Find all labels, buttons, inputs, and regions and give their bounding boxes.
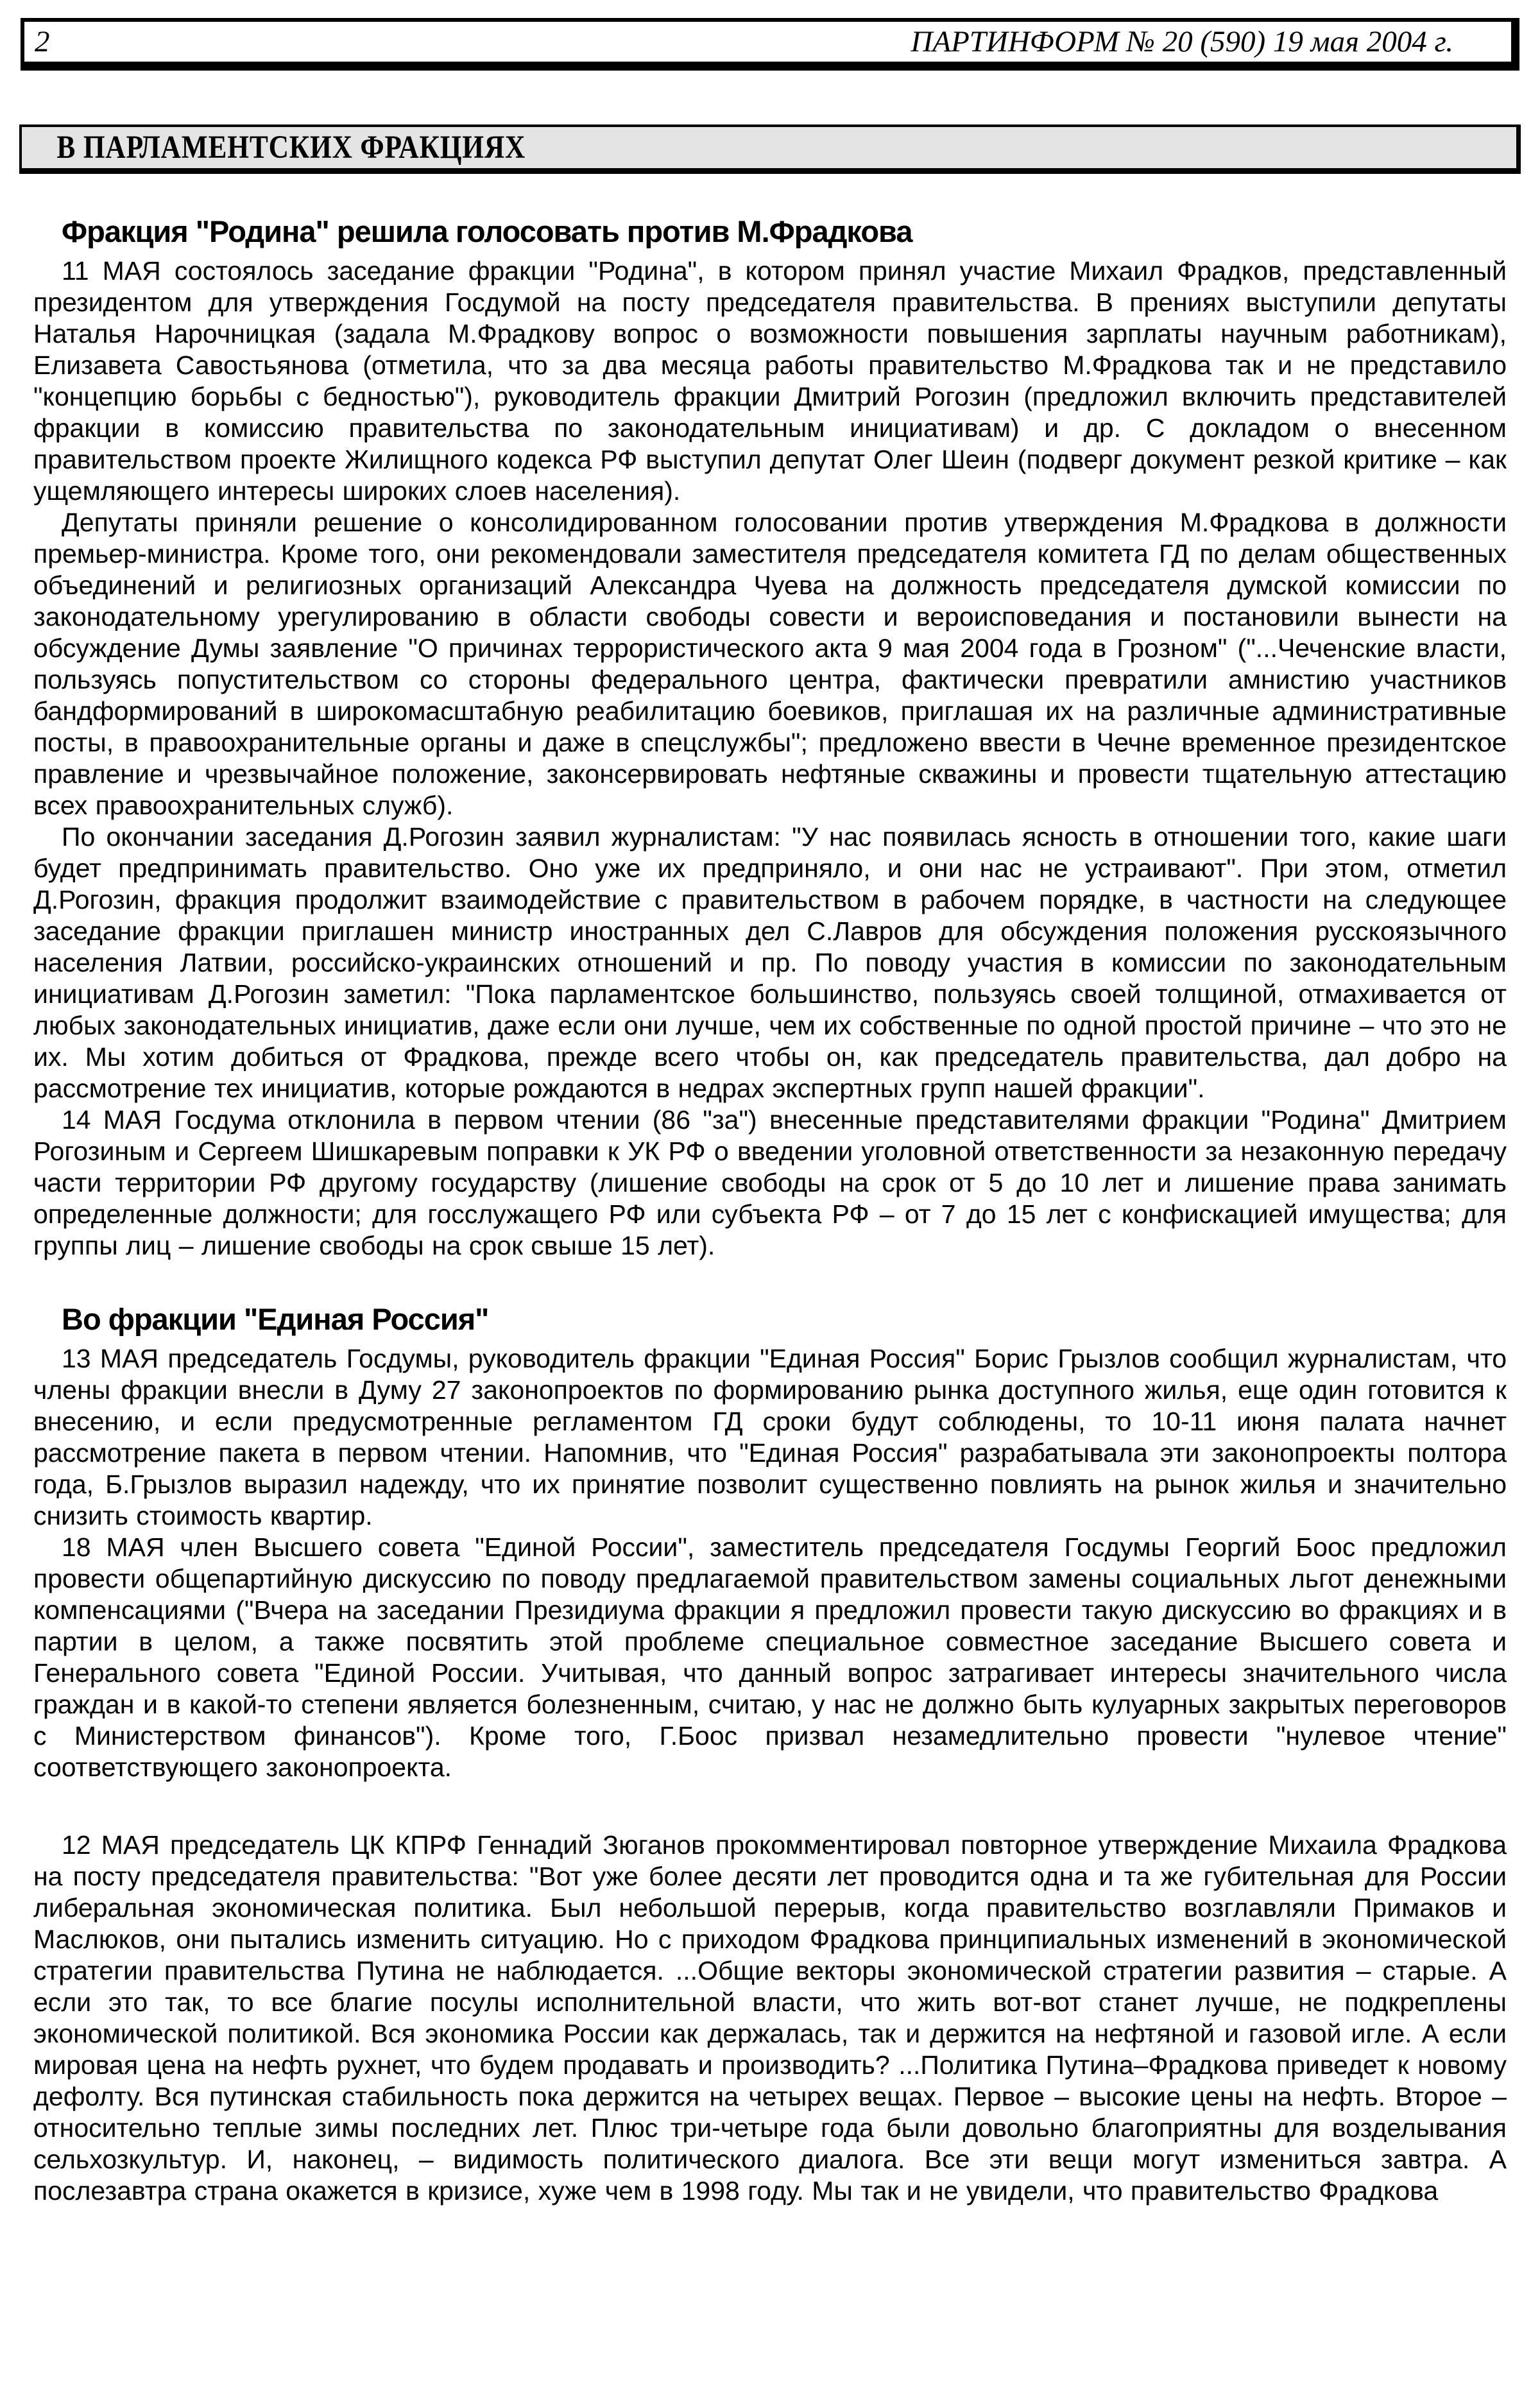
section-banner xyxy=(19,124,1521,174)
paragraph: Депутаты приняли решение о консолидированном голосовании против утверждения М.Фрадкова в должности премьер-министра. Кроме того, они рекомендовали заместителя председателя комитета ГД по делам общественных объединений и религиозных организаций Александра Чуева на должность председателя думской комиссии по законодательному урегулированию в области свободы совести и вероисповедания и постановили вынести на обсуждение Думы заявление "О причинах террористического акта 9 мая 2004 года в Грозном" ("...Чеченские власти, пользуясь попустительством со стороны федерального центра, фактически превратили амнистию участников бандформирований в широкомасштабную реабилитацию боевиков, приглашая их на различные административные посты, в правоохранительные органы и даже в спецслужбы"; предложено ввести в Чечне временное президентское правление и чрезвычайное положение, законсервировать нефтяные скважины и провести тщательную аттестацию всех правоохранительных служб). xyxy=(33,508,1507,820)
article-title: Во фракции "Единая Россия" xyxy=(62,1302,489,1336)
paragraph: По окончании заседания Д.Рогозин заявил журналистам: "У нас появилась ясность в отношении того, какие шаги будет предпринимать правительство. Оно уже их предприняло, и они нас не устраивают". При этом, отметил Д.Рогозин, фракция продолжит взаимодействие с правительством в рабочем порядке, в частности на следующее заседание фракции приглашен министр иностранных дел С.Лавров для обсуждения положения русскоязычного населения Латвии, российско-украинских отношений и пр. По поводу участия в комиссии по законодательным инициативам Д.Рогозин заметил: "Пока парламентское большинство, пользуясь своей толщиной, отмахивается от любых законодательных инициатив, даже если они лучше, чем их собственные по одной простой причине – что это не их. Мы хотим добиться от Фрадкова, прежде всего чтобы он, как председатель правительства, дал добро на рассмотрение тех инициатив, которые рождаются в недрах экспертных групп нашей фракции". xyxy=(33,822,1507,1103)
article-edinaya-rossiya xyxy=(33,1301,1507,1783)
page-number: 2 xyxy=(35,25,50,58)
paragraph: 13 МАЯ председатель Госдумы, руководитель фракции "Единая Россия" Борис Грызлов сообщил журналистам, что члены фракции внесли в Думу 27 законопроектов по формированию рынка доступного жилья, еще один готовится к внесению, и если предусмотренные регламентом ГД сроки будут соблюдены, то 10-11 июня палата начнет рассмотрение пакета в первом чтении. Напомнив, что "Единая Россия" разрабатывала эти законопроекты полтора года, Б.Грызлов выразил надежду, что их принятие позволит существенно повлиять на рынок жилья и значительно снизить стоимость квартир. xyxy=(33,1344,1507,1530)
paragraph: 11 МАЯ состоялось заседание фракции "Родина", в котором принял участие Михаил Фрадков, представленный президентом для утверждения Госдумой на посту председателя правительства. В прениях выступили депутаты Наталья Нарочницкая (задала М.Фрадкову вопрос о возможности повышения зарплаты научным работникам), Елизавета Савостьянова (отметила, что за два месяца работы правительство М.Фрадкова так и не представило "концепцию борьбы с бедностью"), руководитель фракции Дмитрий Рогозин (предложил включить представителей фракции в комиссию правительства по законодательным инициативам) и др. С докладом о внесенном правительством проекте Жилищного кодекса РФ выступил депутат Олег Шеин (подверг документ резкой критике – как ущемляющего интересы широких слоев населения). xyxy=(33,256,1507,506)
masthead-title: ПАРТИНФОРМ № 20 (590) 19 мая 2004 г. xyxy=(911,25,1453,58)
article-title: Фракция "Родина" решила голосовать против М.Фрадкова xyxy=(62,214,912,248)
article-kprf xyxy=(33,1829,1507,2207)
running-header xyxy=(21,18,1519,71)
paragraph: 12 МАЯ председатель ЦК КПРФ Геннадий Зюганов прокомментировал повторное утверждение Михаила Фрадкова на посту председателя правительства: "Вот уже более десяти лет проводится одна и та же губительная для России либеральная экономическая политика. Был небольшой перерыв, когда правительство возглавляли Примаков и Маслюков, они пытались изменить ситуацию. Но с приходом Фрадкова принципиальных изменений в экономической стратегии правительства Путина не наблюдается. ...Общие векторы экономической стратегии развития – старые. А если это так, то все благие посулы исполнительной власти, что жить вот-вот станет лучше, не подкреплены экономической политикой. Вся экономика России как держалась, так и держится на нефтяной и газовой игле. А если мировая цена на нефть рухнет, что будем продавать и производить? ...Политика Путина–Фрадкова приведет к новому дефолту. Вся путинская стабильность пока держится на четырех вещах. Первое – высокие цены на нефть. Второе – относительно теплые зимы последних лет. Плюс три-четыре года были довольно благоприятны для возделывания сельхозкультур. И, наконец, – видимость политического диалога. Все эти вещи могут измениться завтра. А послезавтра страна окажется в кризисе, хуже чем в 1998 году. Мы так и не увидели, что правительство Фрадкова xyxy=(33,1830,1507,2206)
paragraph: 18 МАЯ член Высшего совета "Единой России", заместитель председателя Госдумы Георгий Боос предложил провести общепартийную дискуссию по поводу предлагаемой правительством замены социальных льгот денежными компенсациями ("Вчера на заседании Президиума фракции я предложил провести такую дискуссию во фракциях и в партии в целом, а также посвятить этой проблеме специальное совместное заседание Высшего совета и Генерального совета "Единой России. Учитывая, что данный вопрос затрагивает интересы значительного числа граждан и в какой-то степени является болезненным, считаю, у нас не должно быть кулуарных закрытых переговоров с Министерством финансов"). Кроме того, Г.Боос призвал незамедлительно провести "нулевое чтение" соответствующего законопроекта. xyxy=(33,1532,1507,1782)
section-banner-title: В ПАРЛАМЕНТСКИХ ФРАКЦИЯХ xyxy=(56,130,526,166)
page-content xyxy=(0,214,1540,2207)
article-rodina xyxy=(33,214,1507,1262)
paragraph: 14 МАЯ Госдума отклонила в первом чтении (86 "за") внесенные представителями фракции "Родина" Дмитрием Рогозиным и Сергеем Шишкаревым поправки к УК РФ о введении уголовной ответственности за незаконную передачу части территории РФ другому государству (лишение свободы на срок от 5 до 10 лет и лишение права занимать определенные должности; для госслужащего РФ или субъекта РФ – от 7 до 15 лет с конфискацией имущества; для группы лиц – лишение свободы на срок свыше 15 лет). xyxy=(33,1105,1507,1260)
